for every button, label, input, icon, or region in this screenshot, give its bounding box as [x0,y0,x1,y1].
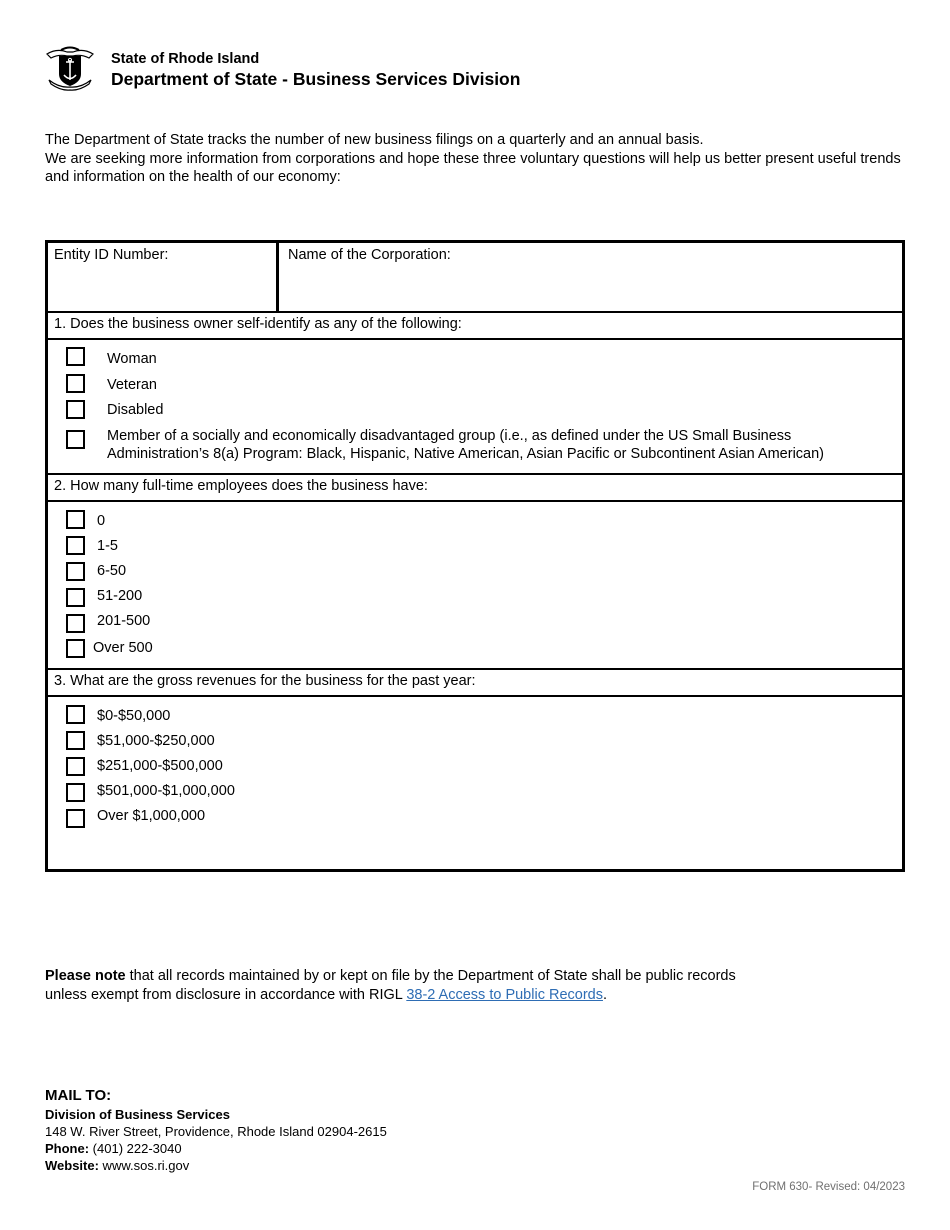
page-header [45,44,520,92]
checkbox[interactable] [66,400,85,419]
option-label: 201-500 [97,613,151,629]
intro-line-2: We are seeking more information from corporations and hope these three voluntary questions will help us better present useful trends and information on the health of our economy: [45,150,901,185]
mail-website [45,1157,387,1174]
option-employees-0[interactable] [66,510,105,530]
option-label: 0 [97,513,106,529]
option-revenue-51k-250k[interactable] [66,731,215,750]
question-1-label: 1. Does the business owner self-identify as any of the following: [54,316,462,332]
option-label: Disabled [107,402,164,418]
checkbox[interactable] [66,588,85,607]
note-end: . [602,986,607,1003]
entity-id-label: Entity ID Number: [54,247,169,263]
question-1-options [48,340,902,475]
option-employees-1-5[interactable] [66,536,118,555]
mail-division [45,1106,387,1123]
checkbox[interactable] [66,783,85,802]
checkbox[interactable] [66,347,85,366]
department-name: Department of State - Business Services Division [111,69,521,89]
mail-to-block [45,1086,387,1174]
checkbox[interactable] [66,536,85,555]
option-employees-6-50[interactable] [66,562,126,581]
division-name: Division of Business Services [45,1107,230,1122]
option-employees-201-500[interactable] [66,614,150,633]
state-seal-icon [45,44,95,92]
option-disabled[interactable] [66,400,163,419]
id-row [48,243,902,313]
checkbox[interactable] [66,510,85,529]
question-1-header [48,313,902,340]
checkbox[interactable] [66,757,85,776]
option-revenue-251k-500k[interactable] [66,757,223,776]
question-3-options [48,697,902,865]
option-label: $501,000-$1,000,000 [97,783,235,799]
checkbox[interactable] [66,614,85,633]
corporation-name-field[interactable] [279,243,902,311]
option-label: Over 500 [93,640,153,656]
mail-to-title: MAIL TO: [45,1087,112,1104]
checkbox[interactable] [66,430,85,449]
note-bold: Please note [45,968,126,984]
mail-address: 148 W. River Street, Providence, Rhode Island 02904-2615 [45,1124,387,1139]
question-2-header [48,475,902,502]
option-revenue-0-50k[interactable] [66,705,170,725]
checkbox[interactable] [66,639,85,658]
option-employees-over-500[interactable] [66,639,153,658]
option-label: Over $1,000,000 [97,808,206,824]
option-label: $251,000-$500,000 [97,758,223,774]
option-label-line-2: Administration’s 8(a) Program: Black, Hispanic, Native American, Asian Pacific or Subcontinent Asian American) [107,446,824,462]
public-records-note [45,967,765,1004]
option-label: Woman [107,351,157,367]
corporation-name-label: Name of the Corporation: [288,247,451,263]
option-label: $0-$50,000 [97,708,171,724]
phone-label: Phone: [45,1141,90,1156]
option-revenue-501k-1m[interactable] [66,783,235,802]
intro-line-1: The Department of State tracks the number of new business filings on a quarterly and an annual basis. [45,132,704,148]
checkbox[interactable] [66,374,85,393]
option-label: 51-200 [97,588,143,604]
option-label: $51,000-$250,000 [97,733,215,749]
option-employees-51-200[interactable] [66,588,142,607]
state-name: State of Rhode Island [111,51,260,67]
checkbox[interactable] [66,562,85,581]
option-label [107,427,824,463]
question-3-header [48,670,902,697]
website-value: www.sos.ri.gov [98,1158,190,1173]
option-disadvantaged-group[interactable] [66,430,824,463]
website-label: Website: [45,1158,99,1173]
checkbox[interactable] [66,809,85,828]
checkbox[interactable] [66,731,85,750]
option-veteran[interactable] [66,374,157,394]
intro-text [45,131,915,187]
phone-value: (401) 222-3040 [89,1141,182,1156]
entity-id-field[interactable] [48,243,279,311]
question-3-label: 3. What are the gross revenues for the business for the past year: [54,673,476,689]
option-label: 6-50 [97,563,127,579]
note-text: that all records maintained by or kept on file by the Department of State shall be public records unless exempt from disclosure in accordance with RIGL [45,968,736,1003]
survey-form [45,240,905,872]
option-revenue-over-1m[interactable] [66,809,205,828]
question-2-options [48,502,902,670]
option-label-line-1: Member of a socially and economically disadvantaged group (i.e., as defined under the US Small Business [107,428,792,444]
form-revision: FORM 630- Revised: 04/2023 [752,1181,905,1193]
option-label: 1-5 [97,538,118,554]
question-2-label: 2. How many full-time employees does the business have: [54,478,428,494]
option-label: Veteran [107,377,157,393]
mail-phone [45,1140,387,1157]
option-woman[interactable] [66,347,157,368]
checkbox[interactable] [66,705,85,724]
public-records-link[interactable]: 38-2 Access to Public Records [406,986,603,1003]
